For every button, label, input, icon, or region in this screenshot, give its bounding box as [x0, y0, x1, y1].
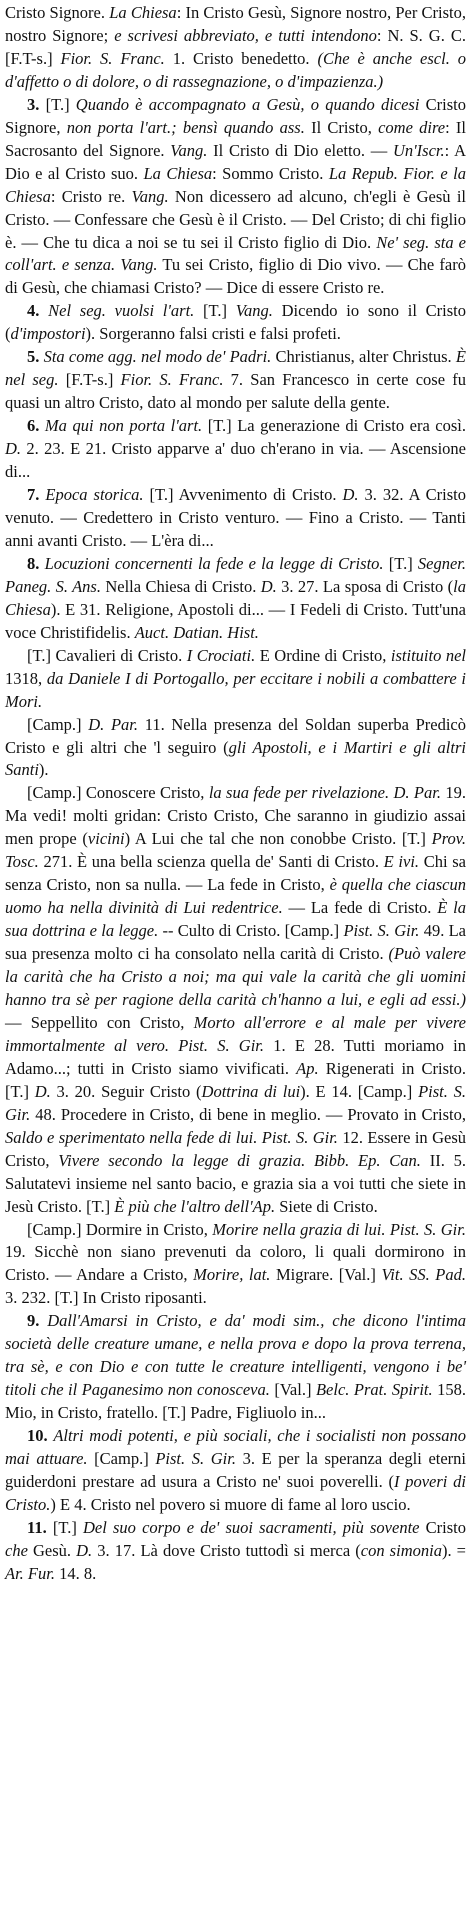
entry-text: E Ordine di Cristo, — [255, 645, 391, 665]
italic-gloss: È la sua dottrina e la legge. — [5, 898, 467, 941]
dictionary-paragraph — [5, 553, 466, 645]
italic-gloss: Pist. S. Gir. — [5, 1081, 467, 1124]
dictionary-paragraph — [5, 645, 466, 714]
entry-text — [39, 301, 48, 320]
italic-gloss: Ne' seg. sta e coll'art. e senza. Vang. — [5, 232, 466, 275]
entry-text: : A Dio e al Cristo suo. — [5, 140, 466, 183]
italic-gloss: istituito nel — [390, 645, 466, 665]
italic-gloss: Un'Iscr. — [392, 140, 445, 160]
entry-text: 3. 20. Seguir Cristo ( — [50, 1081, 202, 1101]
italic-gloss: Pist. S. Gir. — [155, 1449, 236, 1469]
italic-gloss: Del suo corpo e de' suoi sacramenti, più sovente — [83, 1517, 420, 1537]
entry-text: 271. È una bella scienza quella de' Santi di Cristo. — [38, 852, 384, 872]
entry-text: : Cristo re. — [50, 186, 132, 206]
entry-text: Cristo — [419, 1517, 467, 1537]
entry-text: [T.] Cavalieri di Cristo. — [27, 645, 187, 665]
entry-text: [Camp.] — [87, 1449, 156, 1469]
entry-text: Gesù. — [27, 1540, 77, 1560]
entry-text: Dicendo io sono il Cristo ( — [5, 301, 466, 344]
entry-text: [T.] — [383, 553, 418, 573]
dictionary-paragraph — [5, 346, 466, 415]
dictionary-paragraph — [5, 2, 466, 94]
italic-gloss: Quando è accompagnato a Gesù, o quando dicesi — [75, 94, 420, 114]
entry-text: ). Sorgeranno falsi cristi e falsi profeti. — [85, 324, 341, 344]
entry-text: Nella Chiesa di Cristo. — [100, 576, 261, 596]
italic-gloss: da Daniele I di Portogallo, per eccitare i nobili a combattere i Mori. — [5, 668, 466, 711]
sense-number: 3. — [27, 94, 40, 114]
entry-text: : N. S. G. C. [F.T-s.] — [5, 25, 466, 68]
entry-text: 158. Mio, in Cristo, fratello. [T.] Padre, Figliuolo in... — [5, 1380, 467, 1423]
entry-text: [Val.] — [269, 1380, 316, 1400]
entry-text: Il Cristo di Dio eletto. — — [207, 140, 393, 160]
italic-gloss: Ap. — [296, 1058, 319, 1078]
entry-text: Chi sa senza Cristo, non sa nulla. — La fede in Cristo, — [5, 852, 466, 895]
entry-text: 3. 232. [T.] In Cristo riposanti. — [5, 1288, 207, 1308]
dictionary-paragraph — [5, 94, 466, 301]
dictionary-paragraph — [5, 415, 466, 484]
sense-number: 8. — [27, 553, 40, 573]
italic-gloss: Segner. Paneg. S. Ans. — [5, 553, 467, 596]
italic-gloss: Prov. Tosc. — [5, 829, 466, 872]
italic-gloss: Fior. S. Franc. — [60, 48, 165, 68]
italic-gloss: Dall'Amarsi in Cristo, e da' modi sim., che dicono l'intima società delle creature umane, e nella prova e dopo la prova terrena, tra sè, e con Dio e con tutte le creature intelligenti, vengono i be' titoli che il Paganesimo non conosceva. — [5, 1311, 466, 1400]
italic-gloss: è quella che ciascun uomo ha nella divinità di Lui redentrice. — [5, 875, 467, 918]
italic-gloss: Pist. S. Gir. — [343, 921, 420, 941]
entry-text: 3. 32. A Cristo venuto. — Credettero in Cristo venturo. — Fino a Cristo. — Tanti anni avanti Cristo. — L'èra di... — [5, 485, 467, 550]
entry-text: Il Cristo, — [304, 117, 379, 137]
entry-text: ) A Lui che tal che non conobbe Cristo. [T.] — [124, 829, 432, 849]
entry-text: 1. Cristo benedetto. — [164, 48, 318, 68]
entry-text: ) E 4. Cristo nel povero si muore di fame al loro uscio. — [50, 1494, 411, 1514]
entry-text: : In Cristo Gesù, Signore nostro, Per Cristo, nostro Signore; — [5, 3, 466, 45]
entry-text: [T.] La generazione di Cristo era così. — [202, 416, 467, 436]
italic-gloss: È più che l'altro dell'Ap. — [114, 1196, 276, 1216]
italic-gloss: Morto all'errore e al male per vivere immortalmente al vero. Pist. S. Gir. — [5, 1012, 467, 1055]
italic-gloss: Vang. — [131, 186, 169, 206]
italic-gloss: D. — [34, 1081, 51, 1101]
entry-text: Non dicessero ad alcuno, ch'egli è Gesù il Cristo. — Confessare che Gesù è il Cristo. — Del Cristo; di chi figlio è. — Che tu dica a noi se tu sei il Cristo figlio di Dio. — [5, 186, 466, 252]
sense-number: 6. — [27, 416, 40, 436]
entry-text: Christianus, alter Christus. — [271, 347, 456, 367]
dictionary-paragraph — [5, 484, 466, 553]
entry-text: [T.] Avvenimento di Cristo. — [143, 485, 343, 505]
sense-number: 10. — [27, 1426, 48, 1446]
entry-text: [Camp.] — [27, 714, 89, 734]
entry-text: ). — [38, 760, 49, 780]
dictionary-paragraph — [5, 782, 466, 1218]
entry-text: 7. San Francesco in certe cose fu quasi un altro Cristo, dato al mondo per salute della gente. — [5, 370, 466, 413]
italic-gloss: Vang. — [170, 140, 208, 160]
entry-text: -- Culto di Cristo. [Camp.] — [158, 921, 344, 941]
entry-text: ). E 31. Religione, Apostoli di... — I Fedeli di Cristo. Tutt'una voce Christifidelis. — [5, 599, 466, 642]
italic-gloss: D. Par. — [88, 714, 138, 734]
entry-text: — La fede di Cristo. — [282, 898, 438, 918]
italic-gloss: (Che è anche escl. o d'affetto o di dolore, o di rassegnazione, o d'impazienza.) — [5, 48, 466, 91]
italic-gloss: la Chiesa — [5, 576, 466, 619]
entry-text: 19. Ma vedi! molti gridan: Cristo Cristo, Che saranno in giudizio assai men prope ( — [5, 783, 466, 849]
entry-text: Tu sei Cristo, figlio di Dio vivo. — Che farò di Gesù, che chiamasi Cristo? — Dice di essere Cristo re. — [5, 255, 466, 298]
entry-text: : Il Sacrosanto del Signore. — [5, 117, 466, 160]
italic-gloss: E ivi. — [383, 852, 420, 872]
entry-text: [Camp.] Dormire in Cristo, — [27, 1219, 213, 1239]
dictionary-paragraph — [5, 1425, 466, 1517]
italic-gloss: Morire nella grazia di lui. Pist. S. Gir. — [212, 1219, 466, 1239]
entry-text: [T.] — [46, 1517, 84, 1537]
entry-text: 19. Sicchè non siano prevenuti da coloro, li quali dormirono in Cristo. — Andare a Cristo, — [5, 1242, 466, 1285]
dictionary-paragraph — [5, 1310, 466, 1425]
italic-gloss: non porta l'art.; bensì quando ass. — [66, 117, 305, 137]
italic-gloss: Ar. Fur. — [5, 1563, 55, 1583]
italic-gloss: Ma qui non porta l'art. — [44, 416, 203, 436]
italic-gloss: Nel seg. vuolsi l'art. — [48, 301, 195, 321]
entry-text: [F.T-s.] — [58, 370, 121, 390]
sense-number: 7. — [27, 485, 40, 505]
italic-gloss: La Repub. Fior. e la Chiesa — [5, 163, 466, 206]
entry-text: ). E 14. [Camp.] — [300, 1081, 419, 1101]
dictionary-paragraph — [5, 714, 466, 783]
italic-gloss: gli Apostoli, e i Martiri e gli altri Santi — [5, 737, 466, 780]
italic-gloss: (Può valere la carità che ha Cristo a noi; ma qui vale la carità che gli uomini hanno tra sè per ragione della carità ch'hanno a lui, e egli ad essi.) — [5, 944, 466, 1009]
entry-text: 12. Essere in Gesù Cristo, — [5, 1127, 466, 1170]
entry-text: [Camp.] Conoscere Cristo, — [27, 783, 209, 803]
italic-gloss: Locuzioni concernenti la fede e la legge di Cristo. — [44, 553, 384, 573]
entry-text: 14. 8. — [54, 1563, 97, 1583]
italic-gloss: D. — [342, 485, 359, 505]
entry-text: 3. 17. Là dove Cristo tuttodì si merca ( — [92, 1540, 361, 1560]
italic-gloss: I Crociati. — [186, 645, 256, 665]
italic-gloss: con simonia — [360, 1540, 442, 1560]
italic-gloss: Sta come agg. nel modo de' Padri. — [43, 347, 272, 367]
entry-text: Migrare. [Val.] — [270, 1265, 382, 1285]
italic-gloss: Vivere secondo la legge di grazia. Bibb. Ep. Can. — [58, 1150, 421, 1170]
italic-gloss: Epoca storica. — [45, 485, 144, 505]
dictionary-paragraph — [5, 1219, 466, 1311]
sense-number: 5. — [27, 347, 40, 367]
italic-gloss: Saldo e sperimentato nella fede di lui. Pist. S. Gir. — [5, 1127, 338, 1147]
dictionary-paragraph — [5, 1517, 466, 1586]
entry-text: — Seppellito con Cristo, — [5, 1012, 194, 1032]
italic-gloss: D. — [260, 576, 277, 596]
italic-gloss: I poveri di Cristo. — [5, 1472, 466, 1514]
italic-gloss: vicini — [87, 829, 125, 849]
entry-text: [T.] — [39, 94, 76, 114]
italic-gloss: Morire, lat. — [193, 1265, 271, 1285]
entry-text: 48. Procedere in Cristo, di bene in meglio. — Provato in Cristo, — [30, 1104, 466, 1124]
italic-gloss: Auct. Datian. Hist. — [134, 622, 259, 642]
italic-gloss: D. — [76, 1540, 93, 1560]
italic-gloss: d'impostori — [10, 324, 86, 344]
entry-text: ). = — [441, 1540, 466, 1560]
sense-number: 11. — [27, 1517, 47, 1537]
entry-text: Cristo Signore, — [5, 94, 467, 137]
italic-gloss: che — [5, 1540, 28, 1560]
entry-text: : Sommo Cristo. — [212, 163, 329, 183]
italic-gloss: come dire — [378, 117, 446, 137]
entry-text: Cristo Signore. — [5, 3, 110, 22]
entry-text: 11. Nella presenza del Soldan superba Predicò Cristo e gli altri che 'l seguiro ( — [5, 714, 466, 757]
entry-text: II. 5. Salutatevi insieme nel santo bacio, e grazia sia a voi tutti che siete in Jesù Cristo. [T.] — [5, 1150, 467, 1216]
italic-gloss: Belc. Prat. Spirit. — [315, 1380, 433, 1400]
entry-text: 1318, — [5, 668, 47, 688]
dictionary-paragraph — [5, 300, 466, 346]
sense-number: 9. — [27, 1311, 40, 1331]
entry-text: [T.] — [194, 301, 236, 321]
entry-text: 1. E 28. Tutti moriamo in Adamo...; tutti in Cristo siamo vivificati. — [5, 1035, 467, 1078]
entry-text: Rigenerati in Cristo. [T.] — [5, 1058, 466, 1101]
italic-gloss: la sua fede per rivelazione. D. Par. — [208, 783, 441, 803]
italic-gloss: Vit. SS. Pad. — [381, 1265, 466, 1285]
italic-gloss: È nel seg. — [5, 347, 466, 390]
italic-gloss: Fior. S. Franc. — [120, 370, 224, 390]
entry-text: 3. E per la speranza degli eterni guiderdoni prestare ad usura a Cristo ne' suoi poverelli. ( — [5, 1449, 466, 1491]
entry-text: 49. La sua presenza molto ci ha consolato nella carità di Cristo. — [5, 921, 467, 964]
italic-gloss: Dottrina di lui — [201, 1081, 301, 1101]
entry-text: Siete di Cristo. — [275, 1196, 378, 1216]
italic-gloss: Altri modi potenti, e più sociali, che i socialisti non possano mai attuare. — [5, 1426, 466, 1469]
entry-text: 2. 23. E 21. Cristo apparve a' duo ch'erano in via. — Ascensione di... — [5, 439, 466, 482]
italic-gloss: La Chiesa — [109, 3, 177, 22]
italic-gloss: D. — [5, 439, 22, 459]
italic-gloss: La Chiesa — [143, 163, 213, 183]
sense-number: 4. — [27, 301, 40, 321]
italic-gloss: Vang. — [235, 301, 273, 321]
entry-text: 3. 27. La sposa di Cristo ( — [276, 576, 454, 596]
italic-gloss: e scrivesi abbreviato, e tutti intendono — [114, 25, 377, 45]
